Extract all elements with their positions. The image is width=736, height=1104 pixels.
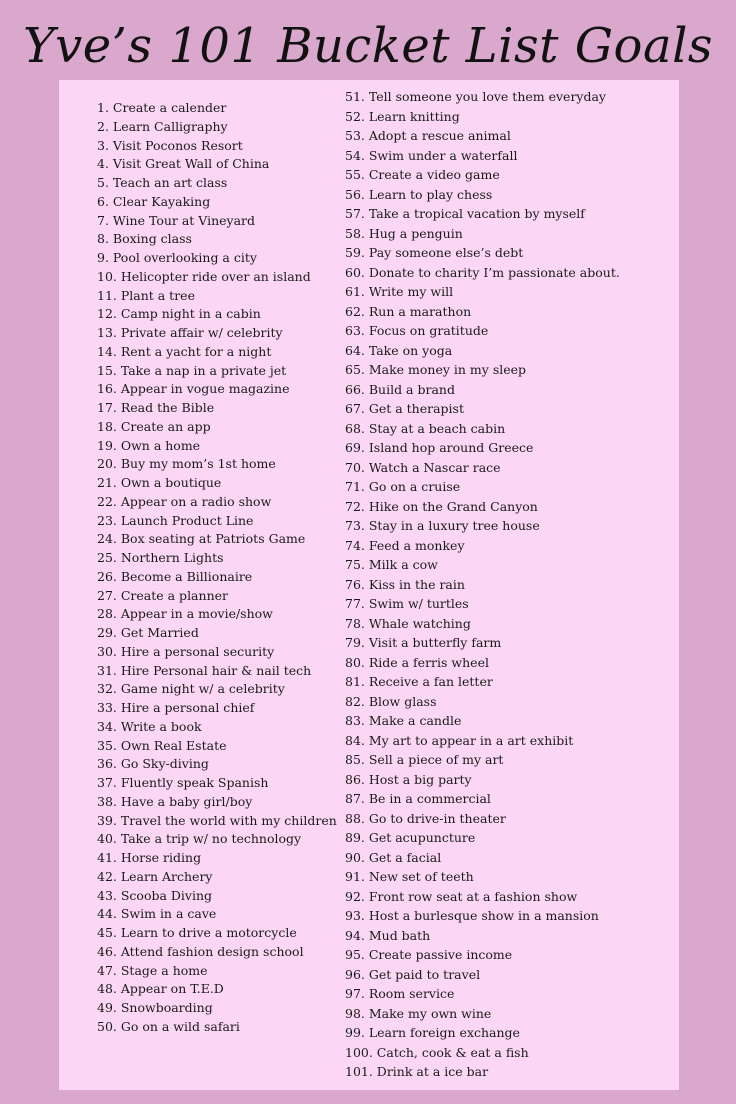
goal-item: 64. Take on yoga: [345, 342, 453, 358]
goal-item: 65. Make money in my sleep: [345, 362, 527, 377]
goal-item: 81. Receive a fan letter: [345, 674, 493, 689]
goal-item: 13. Private affair w/ celebrity: [97, 325, 283, 340]
goal-item: 71. Go on a cruise: [345, 479, 461, 494]
goal-item: 24. Box seating at Patriots Game: [97, 531, 306, 547]
goal-item: 43. Scooba Diving: [97, 887, 213, 903]
goal-item: 48. Appear on T.E.D: [97, 981, 224, 997]
goal-item: 45. Learn to drive a motorcycle: [97, 925, 297, 940]
goal-item: 1. Create a calender: [97, 100, 227, 115]
goal-item: 79. Visit a butterfly farm: [345, 635, 502, 650]
goal-item: 35. Own Real Estate: [97, 737, 227, 753]
goal-item: 94. Mud bath: [345, 927, 431, 943]
goal-item: 72. Hike on the Grand Canyon: [345, 498, 538, 514]
goal-item: 26. Become a Billionaire: [97, 568, 253, 584]
goal-item: 62. Run a marathon: [345, 303, 472, 319]
goal-item: 20. Buy my mom’s 1st home: [97, 456, 276, 472]
goal-item: 99. Learn foreign exchange: [345, 1025, 520, 1040]
goal-item: 25. Northern Lights: [97, 550, 224, 565]
goal-item: 21. Own a boutique: [97, 475, 222, 490]
goal-item: 59. Pay someone else’s debt: [345, 245, 524, 260]
goal-item: 28. Appear in a movie/show: [97, 606, 273, 622]
goal-item: 78. Whale watching: [345, 615, 471, 631]
goal-item: 86. Host a big party: [345, 771, 472, 787]
goal-item: 93. Host a burlesque show in a mansion: [345, 908, 599, 923]
goal-item: 88. Go to drive-in theater: [345, 810, 506, 826]
goal-item: 17. Read the Bible: [97, 400, 215, 415]
goal-item: 47. Stage a home: [97, 962, 208, 978]
goal-item: 19. Own a home: [97, 437, 201, 453]
goal-item: 84. My art to appear in a art exhibit: [345, 732, 574, 748]
goal-item: 31. Hire Personal hair & nail tech: [97, 662, 312, 678]
goal-item: 91. New set of teeth: [345, 869, 474, 884]
goal-item: 89. Get acupuncture: [345, 830, 476, 845]
goal-item: 85. Sell a piece of my art: [345, 752, 504, 767]
goal-item: 75. Milk a cow: [345, 557, 438, 572]
goal-item: 100. Catch, cook & eat a fish: [345, 1044, 529, 1060]
goal-item: 6. Clear Kayaking: [97, 193, 211, 209]
goal-item: 53. Adopt a rescue animal: [345, 128, 511, 143]
goal-item: 90. Get a facial: [345, 849, 442, 865]
goal-item: 52. Learn knitting: [345, 108, 460, 124]
goal-item: 56. Learn to play chess: [345, 186, 493, 202]
goal-item: 49. Snowboarding: [97, 1000, 213, 1015]
goal-item: 67. Get a therapist: [345, 401, 464, 416]
goal-item: 30. Hire a personal security: [97, 643, 275, 659]
goal-item: 95. Create passive income: [345, 947, 513, 962]
goal-item: 82. Blow glass: [345, 693, 437, 709]
goal-item: 8. Boxing class: [97, 231, 192, 247]
goal-item: 34. Write a book: [97, 718, 202, 734]
goal-item: 9. Pool overlooking a city: [97, 250, 257, 265]
goal-item: 87. Be in a commercial: [345, 791, 491, 806]
goal-item: 27. Create a planner: [97, 587, 228, 603]
goal-item: 33. Hire a personal chief: [97, 700, 255, 715]
goal-item: 101. Drink at a ice bar: [345, 1064, 489, 1079]
goal-item: 57. Take a tropical vacation by myself: [345, 206, 585, 221]
goal-item: 76. Kiss in the rain: [345, 576, 465, 592]
goal-item: 32. Game night w/ a celebrity: [97, 681, 285, 697]
goal-item: 12. Camp night in a cabin: [97, 306, 261, 322]
goal-item: 38. Have a baby girl/boy: [97, 793, 253, 809]
goal-item: 3. Visit Poconos Resort: [97, 137, 243, 153]
goal-item: 39. Travel the world with my children: [97, 812, 337, 828]
goal-item: 73. Stay in a luxury tree house: [345, 518, 540, 533]
goals-column-left: [97, 99, 337, 1037]
goal-item: 40. Take a trip w/ no technology: [97, 831, 302, 847]
goal-item: 97. Room service: [345, 986, 455, 1001]
goal-item: 4. Visit Great Wall of China: [97, 156, 270, 172]
goal-item: 69. Island hop around Greece: [345, 440, 534, 455]
goal-item: 2. Learn Calligraphy: [97, 118, 228, 134]
goal-item: 98. Make my own wine: [345, 1005, 492, 1021]
goal-item: 61. Write my will: [345, 284, 454, 299]
goal-item: 42. Learn Archery: [97, 868, 213, 884]
goal-item: 36. Go Sky-diving: [97, 756, 209, 772]
goal-item: 46. Attend fashion design school: [97, 943, 304, 959]
goal-item: 11. Plant a tree: [97, 287, 195, 303]
goal-item: 68. Stay at a beach cabin: [345, 420, 506, 436]
goal-item: 96. Get paid to travel: [345, 966, 481, 982]
goal-item: 23. Launch Product Line: [97, 512, 254, 528]
goal-item: 92. Front row seat at a fashion show: [345, 888, 578, 904]
goal-item: 44. Swim in a cave: [97, 906, 217, 922]
goal-item: 66. Build a brand: [345, 381, 455, 397]
goal-item: 70. Watch a Nascar race: [345, 459, 501, 475]
goal-item: 16. Appear in vogue magazine: [97, 381, 290, 397]
goal-item: 14. Rent a yacht for a night: [97, 343, 272, 359]
page-title: Yve’s 101 Bucket List Goals: [22, 18, 714, 74]
goal-item: 55. Create a video game: [345, 167, 500, 182]
goal-item: 22. Appear on a radio show: [97, 493, 272, 509]
goal-item: 74. Feed a monkey: [345, 537, 465, 553]
goal-item: 41. Horse riding: [97, 850, 202, 865]
goal-item: 37. Fluently speak Spanish: [97, 775, 269, 790]
goal-item: 7. Wine Tour at Vineyard: [97, 212, 256, 228]
goal-item: 58. Hug a penguin: [345, 225, 463, 241]
goal-item: 51. Tell someone you love them everyday: [345, 89, 606, 104]
goals-column-right: [345, 87, 660, 1082]
goal-item: 80. Ride a ferris wheel: [345, 654, 489, 670]
goal-item: 83. Make a candle: [345, 713, 462, 728]
goal-item: 29. Get Married: [97, 625, 199, 640]
goal-item: 77. Swim w/ turtles: [345, 596, 469, 611]
goal-item: 60. Donate to charity I’m passionate about.: [345, 264, 620, 280]
goal-item: 54. Swim under a waterfall: [345, 147, 518, 163]
goal-item: 10. Helicopter ride over an island: [97, 268, 311, 284]
goal-item: 5. Teach an art class: [97, 175, 228, 190]
goal-item: 63. Focus on gratitude: [345, 323, 489, 338]
goal-item: 50. Go on a wild safari: [97, 1018, 240, 1034]
goal-item: 18. Create an app: [97, 418, 211, 434]
goal-item: 15. Take a nap in a private jet: [97, 362, 287, 378]
